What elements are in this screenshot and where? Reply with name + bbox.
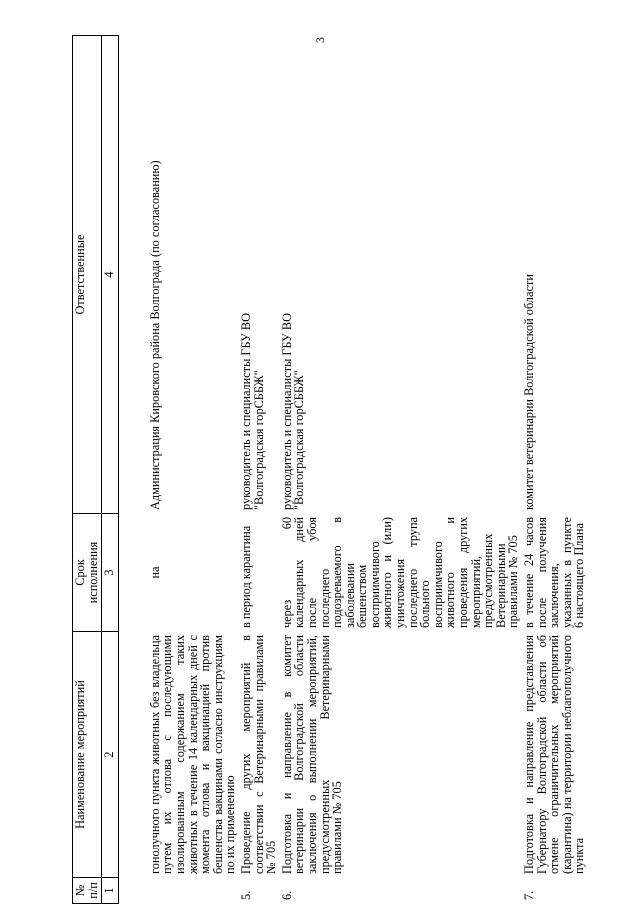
header-num-3: 3 — [102, 514, 119, 632]
row-responsible — [280, 36, 522, 514]
row-term: на — [147, 566, 162, 579]
row-measure: Подготовка и направление в комитет ветеринарии Волгоградской области заключения о выполнении мероприятий, предусмотренных Ветеринарными правилами № 705 — [279, 635, 345, 874]
row-responsible-line2: "Волгоградская горСББЖ" — [251, 370, 266, 510]
table-row — [280, 36, 522, 904]
page-number: 3 — [313, 37, 327, 43]
header-term — [73, 514, 102, 632]
row-measure: Проведение других мероприятий в соответствии с Ветеринарными правилами № 705 — [238, 635, 279, 874]
table-row — [239, 36, 280, 904]
table-row — [522, 36, 588, 904]
row-measure: гонолучного пункта животных без владельца путем их отлова с последующими изолированным содержанием таких животных в течение 14 календарных дней с момента отлова и вакцинацией против бешенства вакцинами согласно инструкциям по их применению — [147, 635, 238, 874]
table-row — [148, 36, 239, 904]
header-num-1: 1 — [102, 878, 119, 904]
row-number — [148, 878, 239, 904]
header-number-line1: № — [73, 884, 87, 897]
row-term: в период карантина — [238, 525, 253, 628]
row-responsible-line1: руководитель и специалисты ГБУ ВО — [279, 312, 294, 510]
header-num-4: 4 — [102, 36, 119, 514]
header-number-line2: п/п — [85, 882, 100, 899]
row-term: через 60 календарных дней после убоя последнего подозреваемого в заболевании бешенством восприимчивого животного и (или) уничтожения последнего трупа больного восприимчивого животного и проведения других мероприятий, предусмотренных Ветеринарными правилами № 705 — [279, 517, 521, 628]
header-number — [73, 878, 102, 904]
row-measure: Подготовка и направление представления Губернатору Волгоградской области об отмене ограничительных мероприятий (карантина) на территории неблагополучного пункта — [522, 635, 587, 874]
table-header — [73, 36, 119, 904]
row-responsible: комитет ветеринарии Волгоградской области — [522, 274, 536, 510]
header-num-2: 2 — [102, 632, 119, 878]
row-responsible: Администрация Кировского района Волгограда (по согласованию) — [147, 160, 162, 510]
row-responsible-line2: "Волгоградская горСББЖ" — [292, 370, 307, 510]
measures-table — [72, 35, 588, 904]
measures-table-rotated — [72, 36, 587, 904]
row-responsible — [239, 36, 280, 514]
row-number: 6. — [279, 890, 294, 900]
header-responsible: Ответственные — [73, 36, 102, 514]
row-number: 7. — [522, 890, 536, 900]
header-term-line2: исполнения — [85, 541, 100, 604]
row-term: в течение 24 часов после получения заключения, указанных в пункте 6 настоящего Плана — [522, 517, 587, 628]
row-responsible-line1: руководитель и специалисты ГБУ ВО — [238, 312, 253, 510]
row-number: 5. — [238, 890, 253, 900]
header-measures: Наименование мероприятий — [73, 632, 102, 878]
header-term-line1: Срок — [73, 559, 87, 586]
